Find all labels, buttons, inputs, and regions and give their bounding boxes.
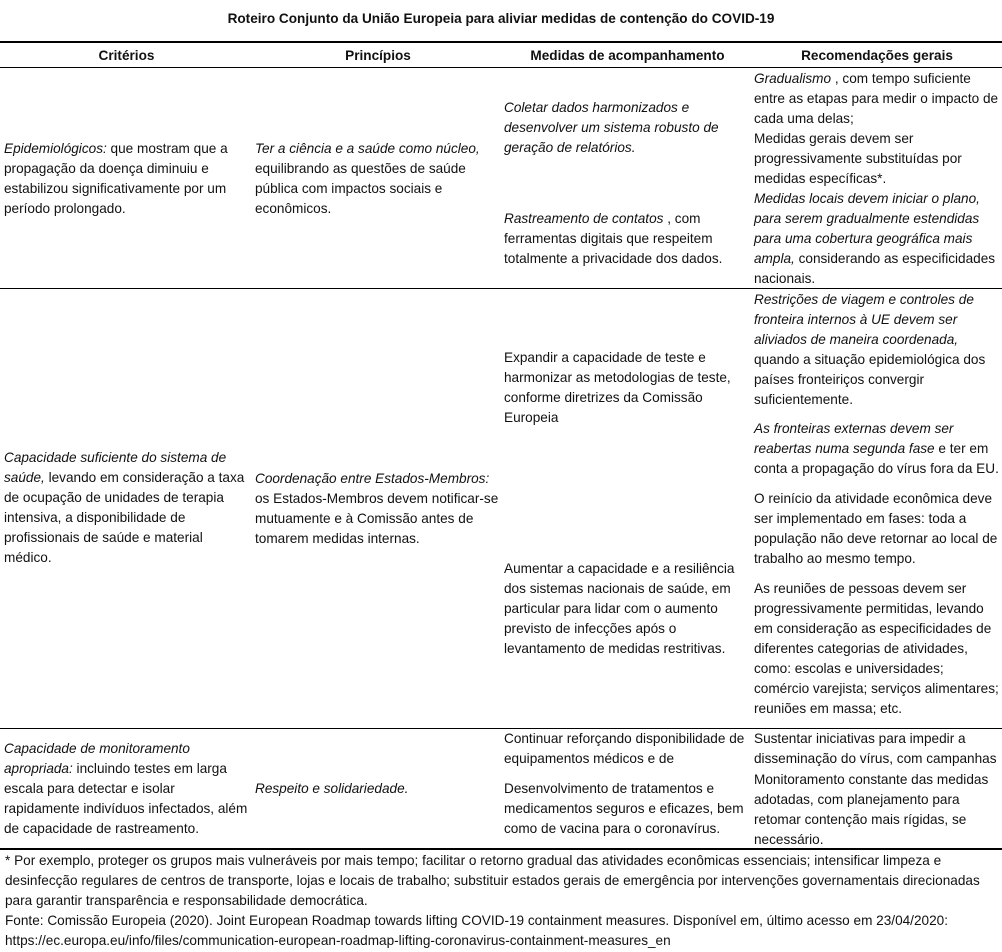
header-top-rule bbox=[0, 41, 1002, 43]
row1-rec-b: Medidas gerais devem ser progressivamente substituídas por medidas específicas*. bbox=[754, 131, 962, 186]
row1-principle-text: equilibrando as questões de saúde pública com impactos sociais e econômicos. bbox=[255, 161, 466, 216]
row1-rec-a-title: Gradualismo bbox=[754, 71, 832, 86]
row2-principle bbox=[255, 469, 499, 549]
row1-rec-a-text: , com tempo suficiente entre as etapas para medir o impacto de cada uma delas; bbox=[754, 71, 999, 126]
row3-criteria bbox=[4, 739, 250, 839]
row1-criteria-text: que mostram que a propagação da doença diminuiu e estabilizou significativamente por um período prolongado. bbox=[4, 141, 228, 216]
row1-measure-b-text: , com ferramentas digitais que respeitem totalmente a privacidade dos dados. bbox=[504, 211, 723, 266]
header-recommendations: Recomendações gerais bbox=[801, 48, 953, 63]
row1-measure-b bbox=[504, 209, 746, 269]
row2-principle-text: os Estados-Membros devem notificar-se mutuamente e à Comissão antes de tomarem medidas internas. bbox=[255, 491, 499, 546]
row1-rec-c-text: considerando as especificidades nacionais. bbox=[754, 251, 996, 286]
row1-measure-a: Coletar dados harmonizados e desenvolver um sistema robusto de geração de relatórios. bbox=[504, 100, 719, 155]
row3-criteria-title: Capacidade de monitoramento apropriada: bbox=[4, 741, 190, 776]
row3-principle: Respeito e solidariedade. bbox=[255, 781, 409, 796]
row1-rec-a bbox=[754, 69, 999, 129]
row1-measure-b-title: Rastreamento de contatos bbox=[504, 211, 664, 226]
row1-criteria bbox=[4, 139, 248, 219]
row1-bottom-rule bbox=[0, 288, 1002, 289]
row1-rec-c-title: Medidas locais devem iniciar o plano, para serem gradualmente estendidas para uma cobertura geográfica mais ampla, bbox=[754, 191, 980, 266]
row2-measure-a: Expandir a capacidade de teste e harmonizar as metodologias de teste, conforme diretrizes da Comissão Europeia bbox=[504, 350, 731, 425]
header-principles: Princípios bbox=[345, 48, 411, 63]
row1-principle-title: Ter a ciência e a saúde como núcleo, bbox=[255, 141, 480, 156]
row2-rec-c: O reinício da atividade econômica deve ser implementado em fases: toda a população não deve retornar ao local de trabalho ao mesmo tempo. bbox=[754, 491, 998, 566]
row2-rec-a bbox=[754, 290, 999, 410]
footnote: * Por exemplo, proteger os grupos mais vulneráveis por mais tempo; facilitar o retorno gradual das atividades econômicas essenciais; intensificar limpeza e desinfecção regulares de centros de transporte, lojas e locais de trabalho; substituir estados gerais de emergência por intervenções governamentais direcionadas para garantir transparência e responsabilidade democrática. bbox=[5, 853, 980, 908]
row3-measure-b: Desenvolvimento de tratamentos e medicamentos seguros e eficazes, bem como de vacina para o coronavírus. bbox=[504, 781, 744, 836]
row1-recommendations bbox=[754, 69, 999, 289]
row2-criteria bbox=[4, 448, 250, 568]
row1-principle bbox=[255, 139, 497, 219]
header-measures: Medidas de acompanhamento bbox=[530, 48, 725, 63]
row2-rec-d: As reuniões de pessoas devem ser progressivamente permitidas, levando em consideração as especificidades de diferentes categorias de atividades, como: escolas e universidades; comércio varejista; serviços alimentares; reuniões em massa; etc. bbox=[754, 581, 999, 716]
row1-rec-c bbox=[754, 189, 999, 289]
row2-rec-b-title: As fronteiras externas devem ser reabertas numa segunda fase bbox=[754, 421, 954, 456]
table-bottom-rule bbox=[0, 848, 1002, 850]
row2-criteria-text: levando em consideração a taxa de ocupação de unidades de terapia intensiva, a disponibilidade de profissionais de saúde e material médico. bbox=[4, 470, 245, 565]
row2-rec-b bbox=[754, 419, 999, 479]
table-title: Roteiro Conjunto da União Europeia para aliviar medidas de contenção do COVID-19 bbox=[227, 11, 775, 26]
source-line-1: Fonte: Comissão Europeia (2020). Joint European Roadmap towards lifting COVID-19 containment measures. Disponível em, último acesso em 23/04/2020: bbox=[5, 913, 948, 928]
row3-measure-a: Continuar reforçando disponibilidade de equipamentos médicos e de bbox=[504, 731, 745, 766]
row2-measure-b: Aumentar a capacidade e a resiliência dos sistemas nacionais de saúde, em particular para lidar com o aumento previsto de infecções após o levantamento de medidas restritivas. bbox=[504, 561, 735, 656]
row3-rec-b: Monitoramento constante das medidas adotadas, com planejamento para retomar contenção mais rígidas, se necessário. bbox=[754, 772, 989, 847]
source-url: https://ec.europa.eu/info/files/communication-european-roadmap-lifting-coronavirus-containment-measures_en bbox=[5, 933, 671, 948]
row2-rec-a-title: Restrições de viagem e controles de fronteira internos à UE devem ser aliviados de maneira coordenada, bbox=[754, 292, 974, 347]
row2-rec-b-text: e ter em conta a propagação do vírus fora da EU. bbox=[754, 441, 999, 476]
header-criteria: Critérios bbox=[98, 48, 155, 63]
header-bottom-rule bbox=[0, 67, 1002, 68]
row1-criteria-title: Epidemiológicos: bbox=[4, 141, 107, 156]
row2-rec-a-text: quando a situação epidemiológica dos países fronteiriços convergir suficientemente. bbox=[754, 352, 986, 407]
row3-criteria-text: incluindo testes em larga escala para detectar e isolar rapidamente indivíduos infectados, além de capacidade de rastreamento. bbox=[4, 761, 248, 836]
row2-criteria-title: Capacidade suficiente do sistema de saúde, bbox=[4, 450, 227, 485]
row2-principle-title: Coordenação entre Estados-Membros: bbox=[255, 471, 490, 486]
row3-rec-a: Sustentar iniciativas para impedir a disseminação do vírus, com campanhas bbox=[754, 731, 997, 766]
